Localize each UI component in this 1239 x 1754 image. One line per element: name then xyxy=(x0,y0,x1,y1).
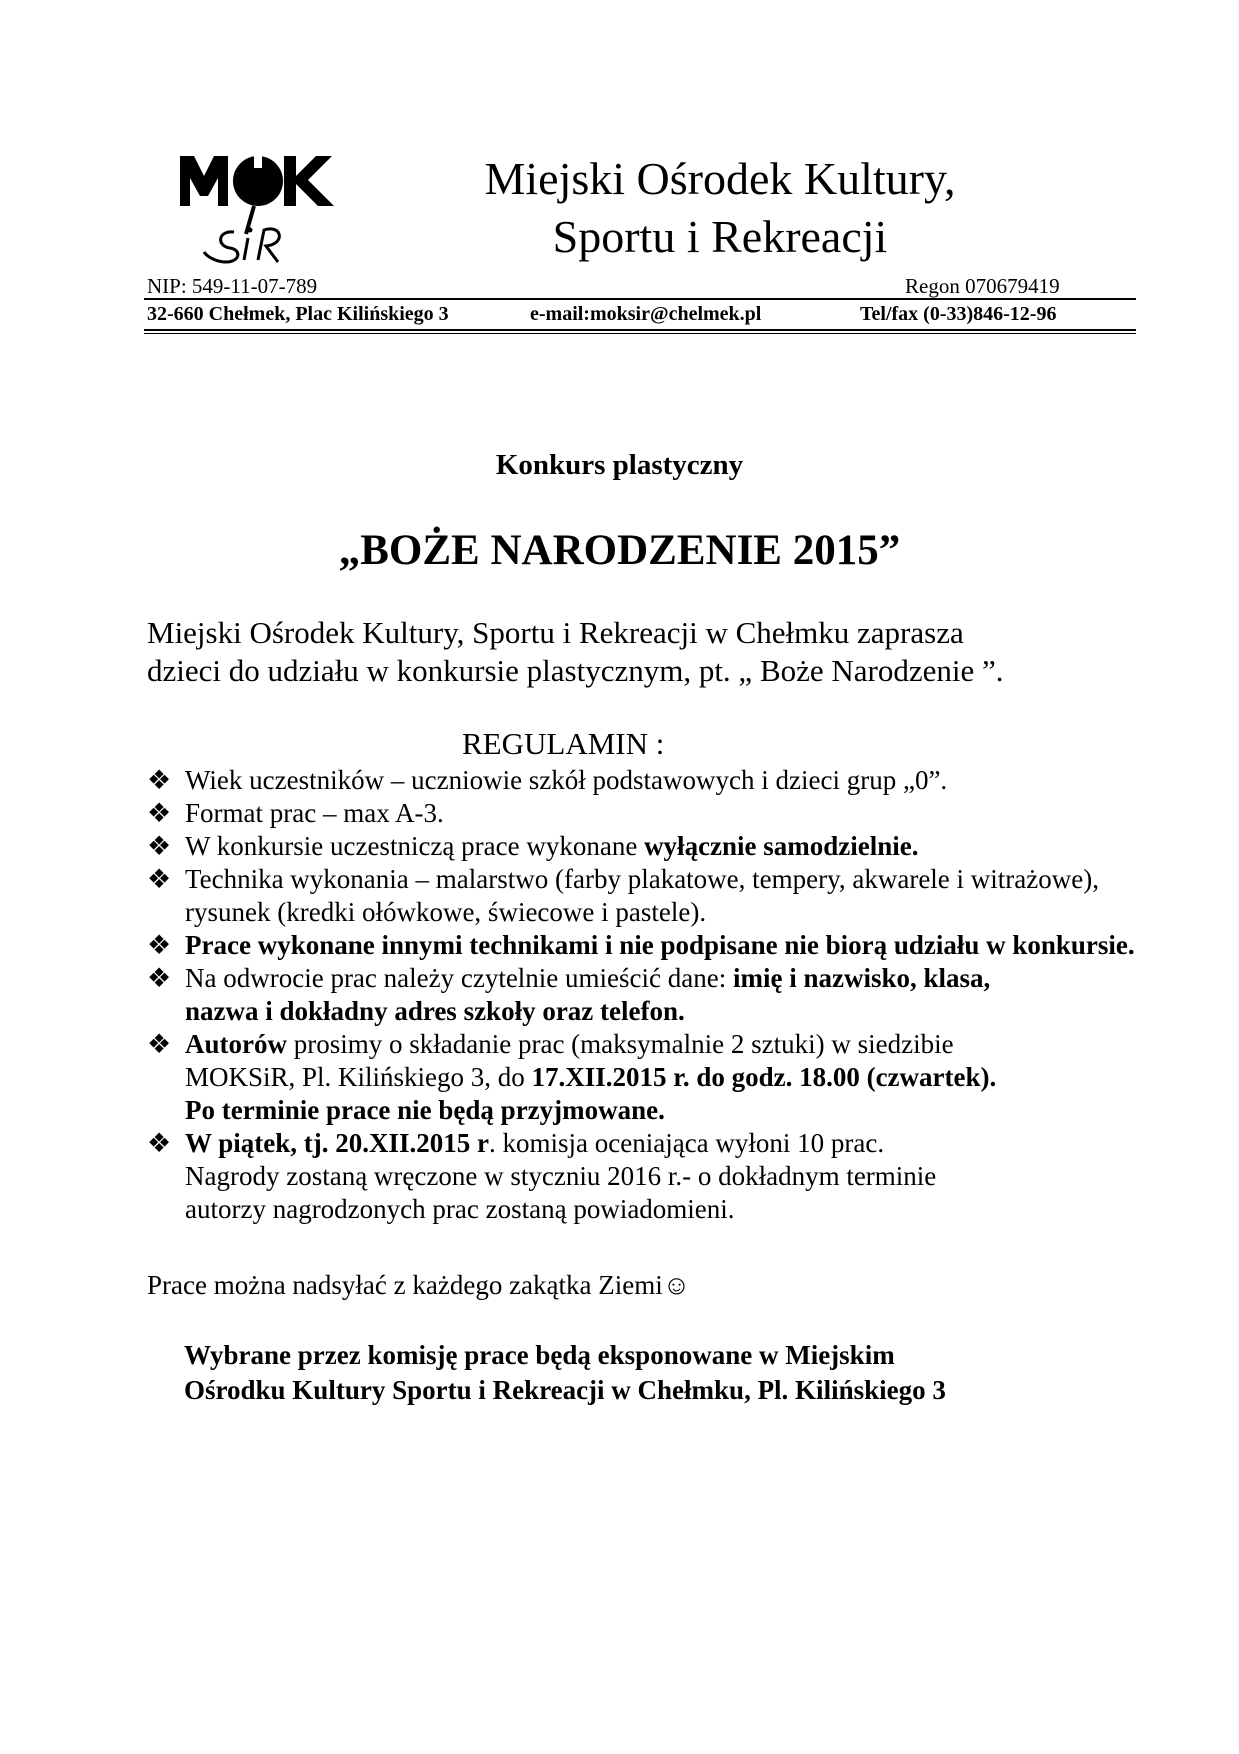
exhibition-line2: Ośrodku Kultury Sportu i Rekreacji w Chełmku, Pl. Kilińskiego 3 xyxy=(184,1375,946,1405)
intro-paragraph xyxy=(147,614,1147,690)
org-name-line2: Sportu i Rekreacji xyxy=(552,211,888,262)
intro-line1: Miejski Ośrodek Kultury, Sportu i Rekreacji w Chełmku zaprasza xyxy=(147,615,964,650)
contact-email: e-mail:moksir@chelmek.pl xyxy=(530,303,762,325)
rule-item: ❖ W konkursie uczestniczą prace wykonane wyłącznie samodzielnie. xyxy=(147,831,919,861)
header-rule-top xyxy=(144,298,1136,300)
bullet-icon: ❖ xyxy=(147,1128,172,1158)
rule-item: ❖ Wiek uczestników – uczniowie szkół podstawowych i dzieci grup „0”. xyxy=(147,765,948,795)
org-name-line1: Miejski Ośrodek Kultury, xyxy=(484,153,956,204)
bullet-icon: ❖ xyxy=(147,831,172,861)
header-rule-bottom-thin xyxy=(144,333,1136,334)
contact-address: 32-660 Chełmek, Plac Kilińskiego 3 xyxy=(147,303,449,325)
nip-number: NIP: 549-11-07-789 xyxy=(147,274,318,298)
bullet-icon: ❖ xyxy=(147,798,172,828)
rule-item: ❖ W piątek, tj. 20.XII.2015 r. komisja oceniająca wyłoni 10 prac. Nagrody zostaną wręczone w styczniu 2016 r.- o dokładnym terminie autorzy nagrodzonych prac zostaną powiadomieni. xyxy=(147,1128,937,1224)
contact-telfax: Tel/fax (0-33)846-12-96 xyxy=(860,303,1057,325)
moksir-logo xyxy=(178,150,338,266)
organization-name xyxy=(380,150,1060,266)
regon-number: Regon 070679419 xyxy=(905,274,1060,298)
rule-item: ❖ Format prac – max A-3. xyxy=(147,798,444,828)
regulamin-heading: REGULAMIN : xyxy=(462,726,665,761)
header-rule-bottom xyxy=(144,329,1136,331)
bullet-icon: ❖ xyxy=(147,930,172,960)
closing-note: Prace można nadsyłać z każdego zakątka Ziemi☺ xyxy=(147,1270,691,1300)
contest-subtitle: Konkurs plastyczny xyxy=(495,449,744,481)
bullet-icon: ❖ xyxy=(147,864,172,894)
bullet-icon: ❖ xyxy=(147,963,172,993)
contest-title: „BOŻE NARODZENIE 2015” xyxy=(338,527,901,574)
intro-line2: dzieci do udziału w konkursie plastycznym, pt. „ Boże Narodzenie ”. xyxy=(147,653,1004,688)
rules-list xyxy=(147,764,1227,1226)
bullet-icon: ❖ xyxy=(147,1029,172,1059)
rule-item: ❖ Autorów prosimy o składanie prac (maksymalnie 2 sztuki) w siedzibie MOKSiR, Pl. Kilińskiego 3, do 17.XII.2015 r. do godz. 18.00 (czwartek). Po terminie prace nie będą przyjmowane. xyxy=(147,1029,997,1125)
bullet-icon: ❖ xyxy=(147,765,172,795)
exhibition-line1: Wybrane przez komisję prace będą eksponowane w Miejskim xyxy=(184,1340,895,1370)
rule-item: ❖ Prace wykonane innymi technikami i nie podpisane nie biorą udziału w konkursie. xyxy=(147,930,1135,960)
rule-item: ❖ Na odwrocie prac należy czytelnie umieścić dane: imię i nazwisko, klasa, nazwa i dokładny adres szkoły oraz telefon. xyxy=(147,963,991,1026)
exhibition-note xyxy=(184,1338,946,1408)
rule-item: ❖ Technika wykonania – malarstwo (farby plakatowe, tempery, akwarele i witrażowe), rysunek (kredki ołówkowe, świecowe i pastele). xyxy=(147,864,1099,927)
